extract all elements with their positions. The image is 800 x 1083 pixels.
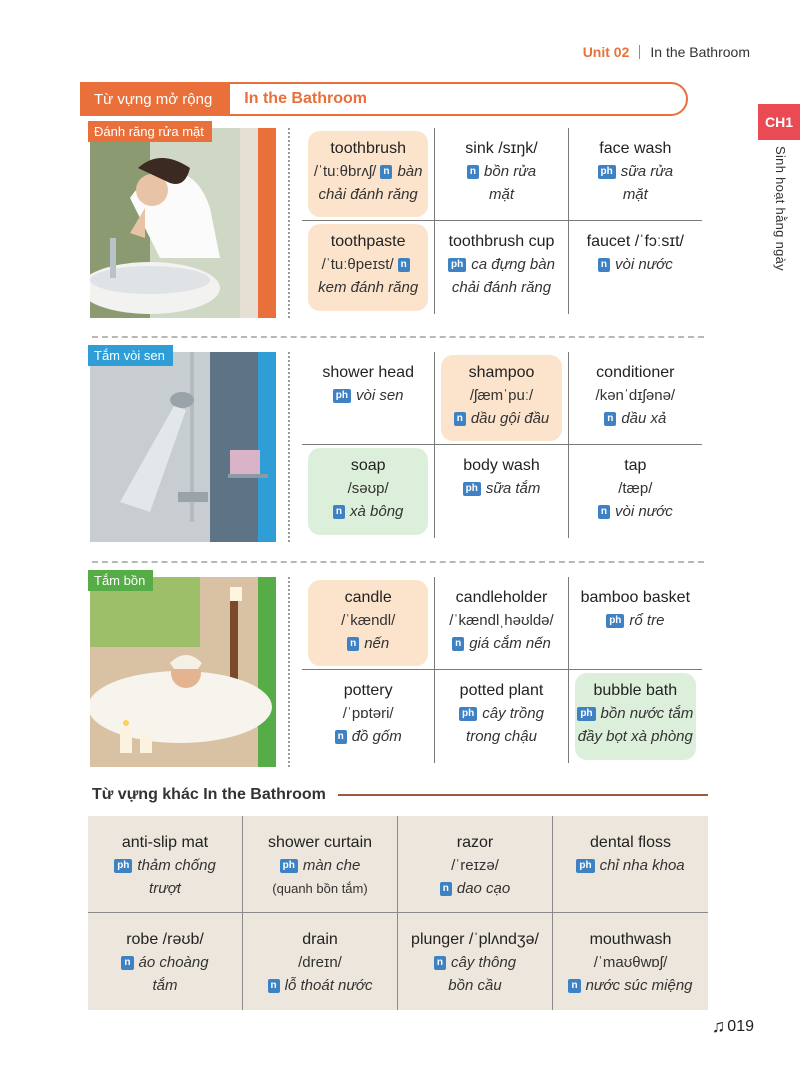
translation-cont: tắm	[152, 977, 178, 994]
translation: cây thông	[451, 954, 517, 971]
vocab-card	[88, 816, 243, 913]
part-of-speech-tag: ph	[114, 859, 132, 873]
vocab-meaning	[308, 253, 428, 276]
translation: ca đựng bàn	[471, 256, 555, 273]
pronunciation: /ˈreɪzə/	[451, 857, 499, 874]
vocab-word: toothbrush	[330, 140, 406, 157]
vocab-card	[302, 577, 435, 670]
vocab-word: dental floss	[590, 834, 671, 851]
vocab-card	[302, 352, 435, 445]
translation-cont: bồn cầu	[448, 977, 502, 994]
vocab-word: tap	[624, 457, 647, 474]
translation: vòi nước	[614, 503, 673, 520]
part-of-speech-tag: n	[268, 979, 280, 993]
translation: sữa tắm	[485, 480, 541, 497]
vocab-meaning	[94, 854, 236, 877]
vocab-grid	[302, 128, 702, 314]
vocab-meaning	[249, 974, 391, 997]
translation: vòi nước	[614, 256, 673, 273]
pronunciation: /səʊp/	[347, 480, 389, 497]
chapter-tab[interactable]: CH1	[758, 104, 800, 140]
vocab-word: bamboo basket	[580, 589, 691, 606]
translation: bồn nước tắm	[600, 705, 694, 722]
vocab-word: shower curtain	[267, 834, 373, 851]
part-of-speech-tag: n	[380, 165, 392, 179]
part-of-speech-tag: ph	[448, 258, 466, 272]
vocab-card	[435, 352, 568, 445]
vocab-meaning	[575, 702, 696, 725]
translation: bồn rửa	[484, 163, 537, 180]
vocab-meaning	[441, 407, 561, 430]
vocab-card	[569, 445, 702, 538]
other-vocab-grid	[88, 816, 708, 1010]
photo-frame	[90, 124, 276, 318]
vocab-word: shower head	[322, 364, 414, 381]
vocab-word: mouthwash	[589, 931, 672, 948]
vocab-meaning	[94, 951, 236, 974]
photo-label: Tắm bồn	[88, 570, 153, 591]
part-of-speech-tag: n	[598, 258, 610, 272]
divider-vertical	[288, 352, 290, 542]
pronunciation: /ˈpɒtəri/	[342, 705, 394, 722]
translation-cont: trượt	[149, 880, 181, 897]
shower-photo	[90, 352, 276, 542]
vocab-card	[398, 913, 553, 1010]
translation-cont: chải đánh răng	[451, 279, 552, 296]
vocab-card	[398, 816, 553, 913]
running-head	[583, 44, 750, 60]
vocab-section-face	[82, 124, 702, 318]
divider-vertical	[288, 128, 290, 318]
vocab-meaning	[441, 632, 561, 655]
unit-label: Unit 02	[582, 44, 630, 60]
part-of-speech-tag: n	[434, 956, 446, 970]
translation: đồ gốm	[351, 728, 402, 745]
vocab-section-bath	[82, 573, 702, 767]
translation-cont: chải đánh răng	[318, 186, 418, 203]
translation: dầu gội đầu	[470, 410, 550, 427]
photo-label: Tắm vòi sen	[88, 345, 173, 366]
vocab-meaning	[559, 854, 702, 877]
vocab-meaning	[404, 951, 546, 974]
vocab-word: anti-slip mat	[121, 834, 209, 851]
vocab-card	[569, 128, 702, 221]
vocab-card	[88, 913, 243, 1010]
translation-cont: trong chậu	[466, 728, 537, 745]
vocab-word: potted plant	[459, 682, 544, 699]
part-of-speech-tag: n	[440, 882, 452, 896]
vocab-meaning	[559, 974, 702, 997]
translation: bàn	[397, 163, 423, 180]
vocab-meaning	[249, 854, 391, 877]
face-wash-photo	[90, 128, 276, 318]
vocab-card	[435, 670, 568, 763]
vocab-word: sink /sɪŋk/	[465, 140, 538, 157]
vocab-word: plunger /ˈplʌndʒə/	[411, 931, 539, 948]
vocab-meaning	[575, 253, 696, 276]
translation: nước súc miệng	[585, 977, 693, 994]
translation: xà bông	[350, 503, 404, 520]
part-of-speech-tag: n	[347, 637, 359, 651]
vocab-card	[435, 128, 568, 221]
pronunciation: /ˈtuːθpeɪst/	[321, 256, 394, 273]
part-of-speech-tag: n	[452, 637, 464, 651]
vocab-meaning	[308, 500, 428, 523]
vocab-grid	[302, 352, 702, 538]
vocab-word: bubble bath	[593, 682, 678, 699]
vocab-word: toothpaste	[330, 233, 406, 250]
face-wash-illustration	[90, 128, 276, 318]
translation: màn che	[302, 857, 361, 874]
vocab-card	[243, 816, 398, 913]
translation-cont: mặt	[488, 186, 514, 203]
vocab-meaning	[308, 384, 428, 407]
other-vocab-heading	[92, 786, 708, 804]
part-of-speech-tag: ph	[576, 859, 594, 873]
part-of-speech-tag: ph	[333, 389, 351, 403]
part-of-speech-tag: n	[604, 412, 616, 426]
divider-vertical	[288, 577, 290, 767]
pronunciation: /ˈmaʊθwɒʃ/	[593, 954, 668, 971]
vocab-word: robe /rəʊb/	[126, 931, 204, 948]
vocab-card	[553, 913, 708, 1010]
translation: nến	[364, 635, 390, 652]
pronunciation: /ˈkændl/	[341, 612, 396, 629]
vocab-card	[243, 913, 398, 1010]
translation: lỗ thoát nước	[284, 977, 373, 994]
photo-label: Đánh răng rửa mặt	[88, 121, 212, 142]
header-divider	[639, 45, 640, 59]
bath-photo	[90, 577, 276, 767]
vocab-grid	[302, 577, 702, 763]
vocab-word: drain	[302, 931, 338, 948]
translation: giá cắm nến	[469, 635, 551, 652]
translation: dầu xả	[621, 410, 667, 427]
vocab-word: pottery	[343, 682, 393, 699]
translation-cont: đầy bọt xà phòng	[577, 728, 693, 745]
part-of-speech-tag: ph	[577, 707, 595, 721]
part-of-speech-tag: ph	[459, 707, 477, 721]
vocab-meaning	[404, 877, 546, 900]
vocab-word: shampoo	[468, 364, 535, 381]
part-of-speech-tag: n	[121, 956, 133, 970]
vocab-word: toothbrush cup	[448, 233, 555, 250]
section-banner	[80, 82, 688, 116]
pronunciation: /ˈtuːθbrʌʃ/	[313, 163, 377, 180]
translation: thảm chống	[137, 857, 216, 874]
pronunciation: /kənˈdɪʃənə/	[595, 387, 676, 404]
unit-topic: In the Bathroom	[650, 44, 750, 60]
vocab-card	[569, 577, 702, 670]
translation: vòi sen	[356, 387, 404, 404]
vocab-card	[302, 670, 435, 763]
pronunciation: /dreɪn/	[298, 954, 342, 971]
vocab-word: soap	[350, 457, 386, 474]
part-of-speech-tag: ph	[606, 614, 624, 628]
part-of-speech-tag: n	[335, 730, 347, 744]
vocab-card	[553, 816, 708, 913]
translation-cont: kem đánh răng	[318, 279, 419, 296]
part-of-speech-tag: n	[467, 165, 479, 179]
vocab-meaning	[575, 500, 696, 523]
vocab-section-shower	[82, 348, 702, 542]
vocab-word: candle	[344, 589, 392, 606]
translation: áo choàng	[138, 954, 209, 971]
vocab-meaning	[308, 160, 428, 183]
photo-frame	[90, 573, 276, 767]
vocab-meaning	[575, 160, 696, 183]
vocab-card	[302, 128, 435, 221]
heading-rule	[338, 794, 708, 796]
translation: sữa rửa	[620, 163, 674, 180]
vocab-card	[302, 445, 435, 538]
translation-cont: mặt	[622, 186, 648, 203]
vocab-word: candleholder	[455, 589, 548, 606]
section-divider	[92, 561, 704, 563]
translation: chỉ nha khoa	[599, 857, 685, 874]
section-divider	[92, 336, 704, 338]
vocab-meaning	[441, 160, 561, 183]
vocab-word: face wash	[599, 140, 672, 157]
translation: dao cạo	[456, 880, 511, 897]
part-of-speech-tag: ph	[463, 482, 481, 496]
vocab-card	[569, 221, 702, 314]
page-number	[712, 1016, 754, 1037]
vocab-meaning	[441, 702, 561, 725]
vocab-word: body wash	[463, 457, 540, 474]
bath-illustration	[90, 577, 276, 767]
part-of-speech-tag: n	[454, 412, 466, 426]
music-note-icon[interactable]: ♫	[711, 1016, 726, 1036]
vocab-meaning	[308, 632, 428, 655]
pronunciation: /ˈkændlˌhəʊldə/	[449, 612, 554, 629]
translation: rổ tre	[629, 612, 665, 629]
part-of-speech-tag: n	[568, 979, 580, 993]
part-of-speech-tag: ph	[598, 165, 616, 179]
vocab-card	[435, 577, 568, 670]
vocab-card	[435, 221, 568, 314]
pronunciation: /ʃæmˈpuː/	[469, 387, 534, 404]
photo-frame	[90, 348, 276, 542]
translation-note: (quanh bồn tắm)	[272, 881, 368, 896]
vocab-card	[435, 445, 568, 538]
banner-label: Từ vựng mở rộng	[82, 84, 230, 114]
vocab-meaning	[441, 477, 561, 500]
translation: cây trồng	[482, 705, 544, 722]
vocab-word: razor	[456, 834, 494, 851]
vocab-word: conditioner	[596, 364, 675, 381]
vocab-meaning	[575, 407, 696, 430]
vocab-card	[569, 670, 702, 763]
vocab-card	[569, 352, 702, 445]
other-vocab-title: Từ vựng khác In the Bathroom	[92, 786, 326, 803]
part-of-speech-tag: ph	[280, 859, 298, 873]
part-of-speech-tag: n	[398, 258, 410, 272]
banner-title: In the Bathroom	[244, 90, 367, 107]
part-of-speech-tag: n	[598, 505, 610, 519]
part-of-speech-tag: n	[333, 505, 345, 519]
vocab-meaning	[308, 725, 428, 748]
chapter-side-title: Sinh hoạt hằng ngày	[773, 146, 788, 271]
pronunciation: /tæp/	[618, 480, 653, 497]
vocab-meaning	[441, 253, 561, 276]
shower-illustration	[90, 352, 276, 542]
vocab-card	[302, 221, 435, 314]
page-number-text: 019	[727, 1017, 754, 1035]
vocab-meaning	[575, 609, 696, 632]
vocab-word: faucet /ˈfɔːsɪt/	[586, 233, 684, 250]
